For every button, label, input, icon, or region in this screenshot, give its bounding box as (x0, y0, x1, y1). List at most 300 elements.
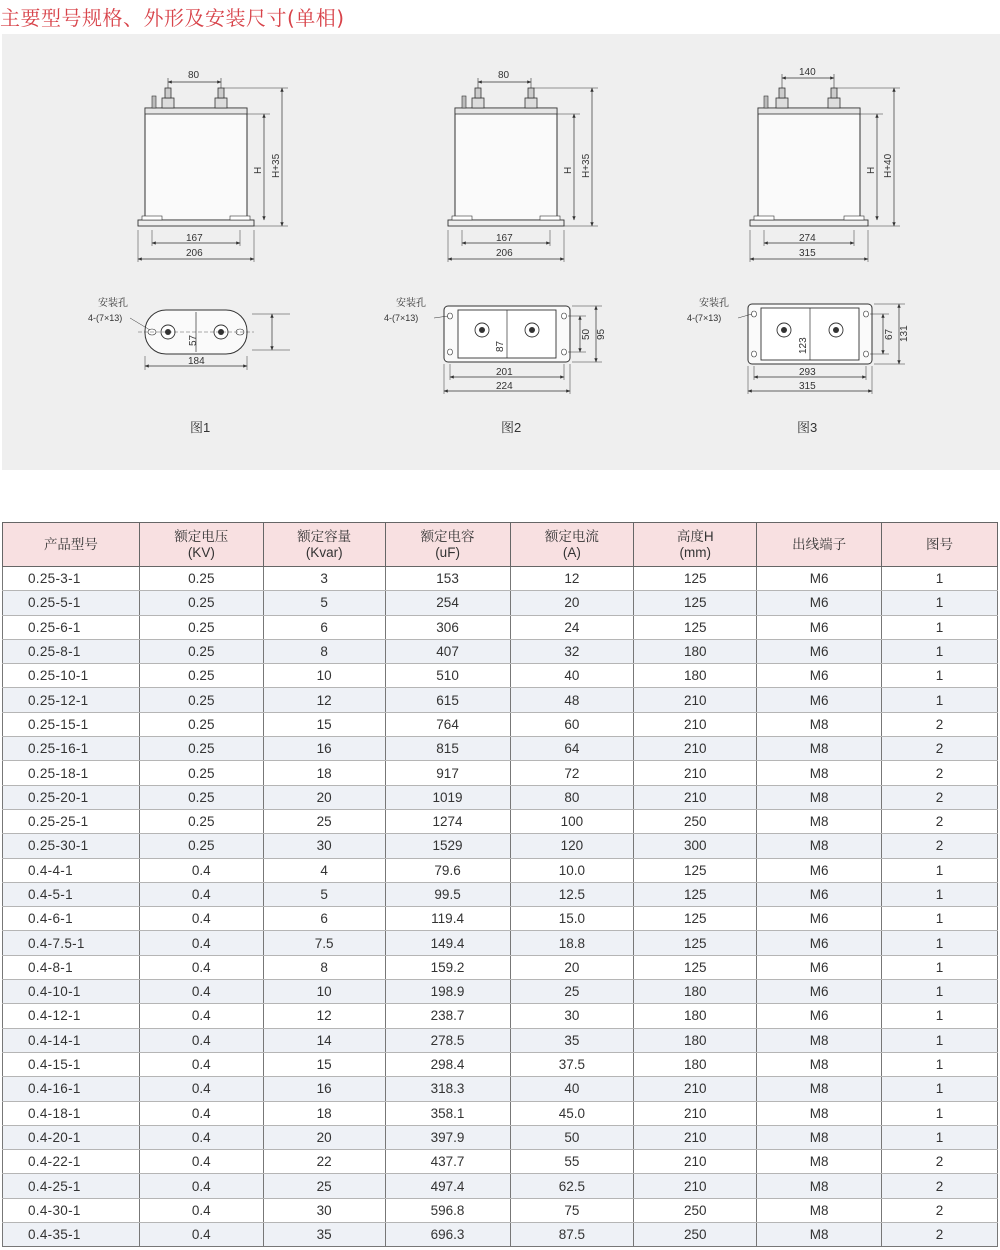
cell-current: 20 (510, 591, 634, 615)
cell-current: 60 (510, 712, 634, 736)
cell-figure-no: 2 (882, 737, 998, 761)
cell-voltage: 0.25 (139, 761, 263, 785)
cell-terminal: M8 (757, 809, 882, 833)
cell-capacity: 20 (263, 785, 385, 809)
cell-current: 75 (510, 1198, 634, 1222)
cell-current: 48 (510, 688, 634, 712)
cell-capacity: 30 (263, 834, 385, 858)
cell-height: 210 (634, 737, 757, 761)
cell-capacitance: 298.4 (385, 1052, 510, 1076)
cell-figure-no: 1 (882, 688, 998, 712)
cell-height: 210 (634, 761, 757, 785)
cell-voltage: 0.4 (139, 1052, 263, 1076)
cell-current: 15.0 (510, 907, 634, 931)
cell-current: 55 (510, 1150, 634, 1174)
cell-capacity: 25 (263, 1174, 385, 1198)
header-terminal: 出线端子 (757, 523, 882, 567)
cell-terminal: M8 (757, 1223, 882, 1247)
cell-height: 180 (634, 1052, 757, 1076)
cell-capacitance: 198.9 (385, 980, 510, 1004)
figure-3-base-inner: 274 (799, 233, 816, 244)
cell-figure-no: 1 (882, 591, 998, 615)
cell-height: 125 (634, 858, 757, 882)
table-row (3, 1198, 998, 1222)
cell-model: 0.25-30-1 (3, 834, 140, 858)
cell-terminal: M8 (757, 761, 882, 785)
cell-capacitance: 397.9 (385, 1125, 510, 1149)
cell-figure-no: 2 (882, 809, 998, 833)
cell-figure-no: 1 (882, 567, 998, 591)
cell-figure-no: 1 (882, 955, 998, 979)
cell-capacitance: 358.1 (385, 1101, 510, 1125)
table-header-row (3, 523, 998, 567)
cell-capacity: 22 (263, 1150, 385, 1174)
table-row (3, 931, 998, 955)
dimension-diagrams-panel (2, 34, 1000, 470)
header-current: 额定电流 (A) (510, 523, 634, 567)
cell-voltage: 0.25 (139, 785, 263, 809)
cell-voltage: 0.4 (139, 1198, 263, 1222)
cell-height: 125 (634, 907, 757, 931)
table-row (3, 591, 998, 615)
cell-capacity: 10 (263, 980, 385, 1004)
cell-current: 87.5 (510, 1223, 634, 1247)
table-row (3, 907, 998, 931)
cell-current: 24 (510, 615, 634, 639)
figure-2-plan-view (434, 306, 602, 394)
cell-capacitance: 615 (385, 688, 510, 712)
figure-3-plan-h2: 131 (899, 325, 910, 342)
figure-1-base-inner: 167 (186, 233, 203, 244)
cell-capacity: 5 (263, 591, 385, 615)
cell-model: 0.4-25-1 (3, 1174, 140, 1198)
cell-model: 0.4-18-1 (3, 1101, 140, 1125)
cell-capacitance: 917 (385, 761, 510, 785)
figure-2-base-outer: 206 (496, 248, 513, 259)
cell-height: 210 (634, 688, 757, 712)
cell-height: 210 (634, 1174, 757, 1198)
table-row (3, 688, 998, 712)
cell-terminal: M8 (757, 1101, 882, 1125)
cell-capacity: 5 (263, 882, 385, 906)
cell-voltage: 0.4 (139, 931, 263, 955)
cell-capacity: 6 (263, 907, 385, 931)
cell-terminal: M6 (757, 907, 882, 931)
cell-voltage: 0.4 (139, 1101, 263, 1125)
cell-height: 180 (634, 980, 757, 1004)
figure-3-plan-view (738, 304, 905, 394)
table-row (3, 567, 998, 591)
cell-model: 0.25-25-1 (3, 809, 140, 833)
cell-voltage: 0.25 (139, 567, 263, 591)
table-row (3, 1174, 998, 1198)
cell-terminal: M6 (757, 639, 882, 663)
cell-capacitance: 254 (385, 591, 510, 615)
figure-3-base-outer: 315 (799, 248, 816, 259)
cell-capacity: 25 (263, 809, 385, 833)
figure-2-plan-inner: 201 (496, 367, 513, 378)
cell-height: 180 (634, 1004, 757, 1028)
cell-voltage: 0.25 (139, 737, 263, 761)
cell-capacitance: 153 (385, 567, 510, 591)
table-row (3, 955, 998, 979)
cell-figure-no: 1 (882, 1028, 998, 1052)
cell-model: 0.25-10-1 (3, 664, 140, 688)
figure-3-top-dim: 140 (799, 67, 816, 78)
cell-terminal: M8 (757, 1125, 882, 1149)
figure-2-top-dim: 80 (498, 70, 510, 81)
table-row (3, 712, 998, 736)
cell-model: 0.4-20-1 (3, 1125, 140, 1149)
figure-2-drawing (384, 70, 607, 394)
cell-terminal: M6 (757, 955, 882, 979)
cell-capacity: 4 (263, 858, 385, 882)
cell-height: 180 (634, 664, 757, 688)
cell-terminal: M8 (757, 737, 882, 761)
cell-height: 210 (634, 1077, 757, 1101)
cell-model: 0.4-16-1 (3, 1077, 140, 1101)
cell-figure-no: 1 (882, 882, 998, 906)
cell-capacity: 30 (263, 1198, 385, 1222)
cell-capacitance: 815 (385, 737, 510, 761)
table-row (3, 639, 998, 663)
cell-capacitance: 1019 (385, 785, 510, 809)
cell-voltage: 0.25 (139, 688, 263, 712)
cell-figure-no: 1 (882, 1101, 998, 1125)
table-row (3, 1125, 998, 1149)
cell-figure-no: 2 (882, 761, 998, 785)
figure-3-front-view (750, 74, 900, 262)
cell-height: 300 (634, 834, 757, 858)
cell-capacitance: 596.8 (385, 1198, 510, 1222)
cell-terminal: M8 (757, 1028, 882, 1052)
cell-current: 37.5 (510, 1052, 634, 1076)
cell-current: 62.5 (510, 1174, 634, 1198)
cell-terminal: M6 (757, 1004, 882, 1028)
cell-model: 0.4-8-1 (3, 955, 140, 979)
table-row (3, 882, 998, 906)
cell-model: 0.4-12-1 (3, 1004, 140, 1028)
cell-figure-no: 1 (882, 615, 998, 639)
figure-1-mount-spec: 4-(7×13) (88, 313, 123, 323)
figure-2-mount-spec: 4-(7×13) (384, 313, 419, 323)
spec-table-body (3, 567, 998, 1247)
cell-figure-no: 1 (882, 639, 998, 663)
cell-figure-no: 1 (882, 907, 998, 931)
cell-model: 0.25-16-1 (3, 737, 140, 761)
cell-height: 125 (634, 591, 757, 615)
figure-3-height-inner: H (866, 166, 877, 174)
cell-current: 72 (510, 761, 634, 785)
cell-height: 210 (634, 712, 757, 736)
cell-terminal: M8 (757, 785, 882, 809)
cell-capacity: 18 (263, 1101, 385, 1125)
figure-2-caption: 图2 (501, 420, 522, 435)
cell-capacity: 8 (263, 639, 385, 663)
cell-height: 125 (634, 955, 757, 979)
cell-current: 25 (510, 980, 634, 1004)
cell-terminal: M6 (757, 688, 882, 712)
cell-capacity: 3 (263, 567, 385, 591)
figure-2-height-inner: H (563, 166, 574, 174)
cell-current: 35 (510, 1028, 634, 1052)
cell-capacity: 8 (263, 955, 385, 979)
cell-current: 40 (510, 1077, 634, 1101)
cell-current: 45.0 (510, 1101, 634, 1125)
cell-model: 0.25-8-1 (3, 639, 140, 663)
cell-voltage: 0.25 (139, 712, 263, 736)
cell-model: 0.4-35-1 (3, 1223, 140, 1247)
cell-height: 210 (634, 1101, 757, 1125)
cell-terminal: M8 (757, 1150, 882, 1174)
cell-figure-no: 2 (882, 1174, 998, 1198)
table-row (3, 1052, 998, 1076)
cell-voltage: 0.4 (139, 1223, 263, 1247)
cell-capacitance: 407 (385, 639, 510, 663)
cell-model: 0.25-3-1 (3, 567, 140, 591)
cell-voltage: 0.4 (139, 1004, 263, 1028)
cell-terminal: M8 (757, 1052, 882, 1076)
cell-capacity: 12 (263, 1004, 385, 1028)
cell-height: 125 (634, 931, 757, 955)
cell-height: 210 (634, 1150, 757, 1174)
cell-capacitance: 278.5 (385, 1028, 510, 1052)
cell-capacity: 12 (263, 688, 385, 712)
figure-2-mount-label: 安装孔 (396, 298, 426, 309)
cell-capacity: 16 (263, 1077, 385, 1101)
cell-height: 250 (634, 809, 757, 833)
cell-capacity: 15 (263, 712, 385, 736)
cell-model: 0.4-6-1 (3, 907, 140, 931)
table-row (3, 785, 998, 809)
cell-capacity: 18 (263, 761, 385, 785)
cell-figure-no: 1 (882, 931, 998, 955)
cell-capacity: 14 (263, 1028, 385, 1052)
table-row (3, 1077, 998, 1101)
cell-current: 12.5 (510, 882, 634, 906)
header-model: 产品型号 (3, 523, 140, 567)
cell-figure-no: 2 (882, 712, 998, 736)
figure-3-height-outer: H+40 (883, 153, 894, 178)
cell-figure-no: 2 (882, 1198, 998, 1222)
cell-figure-no: 1 (882, 664, 998, 688)
cell-current: 30 (510, 1004, 634, 1028)
cell-model: 0.4-7.5-1 (3, 931, 140, 955)
table-row (3, 834, 998, 858)
cell-current: 100 (510, 809, 634, 833)
cell-height: 125 (634, 567, 757, 591)
table-row (3, 664, 998, 688)
cell-height: 180 (634, 1028, 757, 1052)
cell-figure-no: 1 (882, 1052, 998, 1076)
cell-capacity: 20 (263, 1125, 385, 1149)
figure-2-base-inner: 167 (496, 233, 513, 244)
cell-terminal: M8 (757, 1174, 882, 1198)
figure-3-plan-left: 123 (798, 337, 809, 354)
cell-capacitance: 306 (385, 615, 510, 639)
figure-2-height-outer: H+35 (581, 153, 592, 178)
table-row (3, 737, 998, 761)
header-height: 高度H (mm) (634, 523, 757, 567)
cell-capacitance: 497.4 (385, 1174, 510, 1198)
cell-model: 0.25-6-1 (3, 615, 140, 639)
cell-height: 210 (634, 785, 757, 809)
cell-model: 0.25-12-1 (3, 688, 140, 712)
cell-model: 0.4-14-1 (3, 1028, 140, 1052)
cell-figure-no: 1 (882, 980, 998, 1004)
figure-1-caption: 图1 (190, 420, 211, 435)
cell-voltage: 0.25 (139, 615, 263, 639)
cell-height: 250 (634, 1198, 757, 1222)
page-title: 主要型号规格、外形及安装尺寸(单相) (0, 6, 345, 30)
cell-model: 0.4-15-1 (3, 1052, 140, 1076)
header-voltage: 额定电压 (KV) (139, 523, 263, 567)
cell-capacitance: 238.7 (385, 1004, 510, 1028)
cell-voltage: 0.4 (139, 955, 263, 979)
figure-2-front-view (448, 78, 598, 262)
cell-current: 20 (510, 955, 634, 979)
cell-terminal: M6 (757, 882, 882, 906)
cell-current: 12 (510, 567, 634, 591)
cell-capacitance: 510 (385, 664, 510, 688)
table-row (3, 1223, 998, 1247)
cell-model: 0.4-10-1 (3, 980, 140, 1004)
cell-capacitance: 79.6 (385, 858, 510, 882)
figure-3-plan-h1: 67 (884, 328, 895, 340)
cell-voltage: 0.25 (139, 834, 263, 858)
table-row (3, 809, 998, 833)
cell-capacity: 10 (263, 664, 385, 688)
cell-terminal: M6 (757, 931, 882, 955)
figure-3-mount-label: 安装孔 (699, 298, 729, 309)
cell-voltage: 0.4 (139, 1077, 263, 1101)
cell-voltage: 0.4 (139, 1174, 263, 1198)
cell-height: 250 (634, 1223, 757, 1247)
figure-1-height-inner: H (253, 166, 264, 174)
cell-terminal: M6 (757, 980, 882, 1004)
figure-1-base-outer: 206 (186, 248, 203, 259)
cell-capacitance: 318.3 (385, 1077, 510, 1101)
cell-model: 0.25-18-1 (3, 761, 140, 785)
cell-terminal: M6 (757, 858, 882, 882)
cell-current: 64 (510, 737, 634, 761)
cell-figure-no: 1 (882, 1077, 998, 1101)
cell-figure-no: 2 (882, 1150, 998, 1174)
cell-capacitance: 119.4 (385, 907, 510, 931)
cell-capacitance: 764 (385, 712, 510, 736)
cell-terminal: M8 (757, 1198, 882, 1222)
table-row (3, 980, 998, 1004)
cell-capacitance: 99.5 (385, 882, 510, 906)
cell-capacitance: 437.7 (385, 1150, 510, 1174)
figure-1-height-outer: H+35 (271, 153, 282, 178)
figure-1-front-view (138, 78, 288, 262)
table-row (3, 761, 998, 785)
cell-figure-no: 1 (882, 1125, 998, 1149)
cell-voltage: 0.4 (139, 882, 263, 906)
cell-voltage: 0.25 (139, 664, 263, 688)
cell-capacity: 16 (263, 737, 385, 761)
table-row (3, 1028, 998, 1052)
figure-1-plan-width: 184 (188, 356, 205, 367)
header-figure-no: 图号 (882, 523, 998, 567)
cell-model: 0.25-20-1 (3, 785, 140, 809)
figure-3-plan-outer: 315 (799, 381, 816, 392)
cell-figure-no: 1 (882, 1004, 998, 1028)
cell-terminal: M6 (757, 591, 882, 615)
cell-terminal: M6 (757, 664, 882, 688)
cell-current: 32 (510, 639, 634, 663)
cell-capacitance: 696.3 (385, 1223, 510, 1247)
figure-1-drawing (88, 70, 290, 370)
cell-voltage: 0.4 (139, 858, 263, 882)
cell-capacity: 7.5 (263, 931, 385, 955)
cell-terminal: M6 (757, 615, 882, 639)
cell-voltage: 0.4 (139, 1125, 263, 1149)
cell-height: 125 (634, 882, 757, 906)
cell-voltage: 0.4 (139, 1028, 263, 1052)
cell-current: 40 (510, 664, 634, 688)
cell-height: 125 (634, 615, 757, 639)
cell-figure-no: 2 (882, 1223, 998, 1247)
cell-terminal: M6 (757, 567, 882, 591)
cell-capacity: 35 (263, 1223, 385, 1247)
table-row (3, 858, 998, 882)
figure-2-plan-left: 87 (495, 340, 506, 352)
cell-capacitance: 159.2 (385, 955, 510, 979)
table-row (3, 1004, 998, 1028)
figure-2-plan-h2: 95 (596, 328, 607, 340)
cell-current: 80 (510, 785, 634, 809)
cell-figure-no: 2 (882, 785, 998, 809)
figure-2-plan-h1: 50 (581, 328, 592, 340)
cell-model: 0.25-5-1 (3, 591, 140, 615)
cell-figure-no: 2 (882, 834, 998, 858)
cell-voltage: 0.4 (139, 1150, 263, 1174)
cell-capacitance: 149.4 (385, 931, 510, 955)
cell-capacitance: 1529 (385, 834, 510, 858)
cell-voltage: 0.4 (139, 980, 263, 1004)
cell-height: 180 (634, 639, 757, 663)
header-capacitance: 额定电容 (uF) (385, 523, 510, 567)
figure-1-mount-label: 安装孔 (98, 298, 128, 309)
cell-voltage: 0.4 (139, 907, 263, 931)
cell-model: 0.4-5-1 (3, 882, 140, 906)
cell-voltage: 0.25 (139, 591, 263, 615)
cell-model: 0.4-4-1 (3, 858, 140, 882)
cell-figure-no: 1 (882, 858, 998, 882)
cell-current: 120 (510, 834, 634, 858)
figure-3-drawing (687, 67, 910, 394)
figure-3-plan-inner: 293 (799, 367, 816, 378)
cell-terminal: M8 (757, 834, 882, 858)
spec-table (2, 522, 998, 1247)
cell-capacity: 15 (263, 1052, 385, 1076)
figure-2-plan-outer: 224 (496, 381, 513, 392)
cell-current: 18.8 (510, 931, 634, 955)
table-row (3, 615, 998, 639)
cell-model: 0.25-15-1 (3, 712, 140, 736)
header-capacity: 额定容量 (Kvar) (263, 523, 385, 567)
table-row (3, 1150, 998, 1174)
figure-3-mount-spec: 4-(7×13) (687, 313, 722, 323)
figure-1-plan-height: 57 (188, 334, 199, 346)
figure-3-caption: 图3 (797, 420, 818, 435)
figure-1-plan-view (130, 310, 290, 370)
figure-1-top-dim: 80 (188, 70, 200, 81)
cell-current: 50 (510, 1125, 634, 1149)
cell-voltage: 0.25 (139, 639, 263, 663)
